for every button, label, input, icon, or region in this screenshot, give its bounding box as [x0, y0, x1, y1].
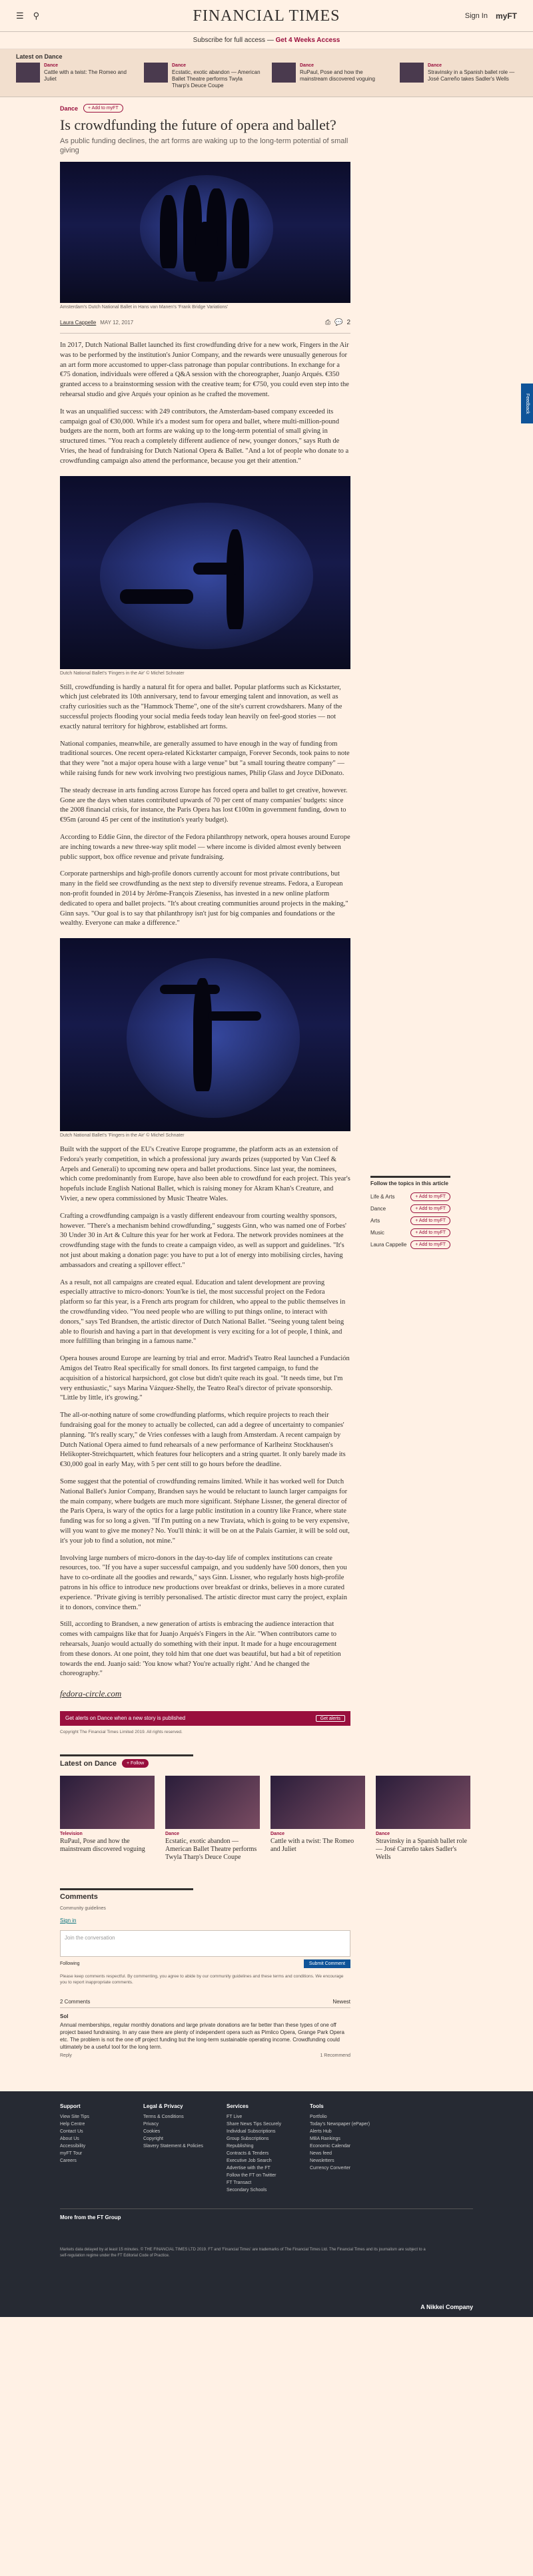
ft-group-link[interactable]: More from the FT Group: [60, 2208, 473, 2220]
footer-link[interactable]: Cookies: [143, 2129, 161, 2135]
comment-policy: Please keep comments respectful. By commenting, you agree to abide by our community guidelines and these terms and conditions. We encourage you to report inappropriate comments.: [60, 1974, 344, 1985]
footer-link[interactable]: MBA Rankings: [310, 2137, 340, 2142]
follow-button[interactable]: + Follow: [122, 1759, 149, 1768]
reply-button[interactable]: Reply: [60, 2053, 72, 2059]
footer-column-title: Legal & Privacy: [143, 2103, 183, 2110]
footer-link[interactable]: Follow the FT on Twitter: [227, 2173, 276, 2179]
comment-text: Annual memberships, regular monthly donations and large private donations are far better than these types of one off project based fundraising. In any case there are plenty of independent opera such as Pimlico Opera, Grange Park Opera etc. The problem is not the one off project funding but the long-term sustainable operating income. Crowdfunding could ultimately be a useful tool for the long term.: [60, 2022, 344, 2051]
site-footer: [0, 2091, 533, 2317]
print-icon[interactable]: ⎙: [324, 319, 330, 326]
comment: [60, 2013, 350, 2058]
feedback-tab[interactable]: Feedback: [521, 384, 533, 423]
article-paragraph: Still, crowdfunding is hardly a natural fit for opera and ballet. Popular platforms such as Kickstarter, which just celebrated its 10th anniversary, tend to favour emerging talent and innovation, as well as crafty curiosities such as the "Hammock Theme", one of the site's current crowdsharers. Many of the successful projects flooding your social media feeds today lean heavily on feel-good stories — not exactly natural territory for highbrow, established art forms.: [60, 683, 342, 730]
footer-link[interactable]: Contact Us: [60, 2129, 83, 2135]
footer-link[interactable]: Group Subscriptions: [227, 2137, 269, 2142]
comment-count-label: 2 Comments: [60, 1999, 91, 2005]
topic-add-button[interactable]: + Add to myFT: [410, 1192, 450, 1201]
promo-price[interactable]: Get 4 Weeks Access: [275, 37, 340, 44]
topic-cards: [60, 1776, 473, 1862]
latest-strip-items: [16, 63, 517, 89]
footer-link[interactable]: About Us: [60, 2137, 79, 2142]
get-alerts-button[interactable]: Get alerts: [316, 1715, 345, 1722]
latest-strip-label: Latest on Dance: [16, 53, 63, 60]
footer-link[interactable]: Share News Tips Securely: [227, 2122, 282, 2127]
recommend-button[interactable]: 1 Recommend: [320, 2053, 350, 2059]
article-paragraph: National companies, meanwhile, are generally assumed to have enough in the way of funding from traditional sources. One recent opera-related Kickstarter campaign, Forever Seconds, took pains to note that they were "not a major opera house with a large venue" but "a small touring theatre company" — while raising funds for new work involving two prestigious names, Philip Glass and Joyce DiDonato.: [60, 740, 350, 777]
latest-item[interactable]: [272, 63, 389, 89]
footer-column-title: Support: [60, 2103, 81, 2110]
latest-title[interactable]: Ecstatic, exotic abandon — American Ballet Theatre performs Twyla Tharp's Deuce Coupe: [172, 69, 261, 89]
comment-tools: [60, 1959, 350, 1968]
footer-legal: Markets data delayed by at least 15 minutes. © THE FINANCIAL TIMES LTD 2019. FT and 'Financial Times' are trademarks of The Financial Times Ltd. The Financial Times and its journalism are subject to a self-regulation regime under the FT Editorial Code of Practice.: [60, 2248, 426, 2258]
latest-item[interactable]: [144, 63, 261, 89]
footer-link[interactable]: Slavery Statement & Policies: [143, 2144, 203, 2149]
alert-bar: [60, 1711, 350, 1726]
footer-link[interactable]: Help Centre: [60, 2122, 85, 2127]
latest-item[interactable]: [16, 63, 133, 89]
footer-link[interactable]: Secondary Schools: [227, 2188, 267, 2193]
footer-link[interactable]: Alerts Hub: [310, 2129, 332, 2135]
myft-link[interactable]: myFT: [495, 11, 517, 21]
comment-actions: [60, 2053, 350, 2058]
topic-card-image: [270, 1776, 365, 1829]
lead-image-caption: Amsterdam's Dutch National Ballet in Hans van Manen's 'Frank Bridge Variations': [60, 305, 229, 310]
footer-link[interactable]: Portfolio: [310, 2115, 327, 2120]
comment-sort-row: [60, 1999, 350, 2008]
footer-link[interactable]: Copyright: [143, 2137, 163, 2142]
alert-text: Get alerts on Dance when a new story is published: [65, 1715, 186, 1722]
latest-title[interactable]: Stravinsky in a Spanish ballet role — José Carreño takes Sadler's Wells: [428, 69, 515, 82]
footer-link[interactable]: Currency Converter: [310, 2166, 351, 2171]
latest-title[interactable]: RuPaul, Pose and how the mainstream discovered voguing: [300, 69, 375, 82]
topic-card[interactable]: [165, 1776, 260, 1862]
latest-on-topic: [0, 1734, 533, 1862]
latest-title[interactable]: Cattle with a twist: The Romeo and Juliet: [44, 69, 127, 82]
search-icon[interactable]: ⚲: [33, 11, 40, 21]
submit-comment-button[interactable]: Submit Comment: [304, 1959, 350, 1968]
latest-thumb: [144, 63, 168, 83]
comment-user[interactable]: Sol: [60, 2013, 69, 2020]
footer-link[interactable]: News feed: [310, 2151, 332, 2157]
article-paragraph: The all-or-nothing nature of some crowdfunding platforms, which require projects to reach their fundraising goal for the money to actually be collected, can add a degree of uncertainty to companies' planning. "It's really scary," de Vries confesses with a laugh from Amsterdam. A recent campaign by Dutch National Opera aimed to fund rehearsals of a new performance of Karlheinz Stockhausen's Helikopter-Streichquartett, which features four helicopters and a string quartet. It only barely made its €30,000 goal in early May, with 5 per cent still to go hours before the deadline.: [60, 1412, 346, 1469]
sign-in-link[interactable]: Sign in: [60, 1918, 77, 1924]
publish-date: MAY 12, 2017: [100, 320, 134, 326]
inline-image-2: [60, 938, 350, 1131]
topic-card-title[interactable]: Cattle with a twist: The Romeo and Juliet: [270, 1838, 354, 1854]
lead-image: [60, 162, 350, 303]
topic-card[interactable]: [376, 1776, 470, 1862]
byline-tools: [325, 319, 350, 326]
footer-column: [227, 2103, 296, 2194]
latest-tag: Dance: [300, 63, 314, 68]
latest-thumb: [16, 63, 40, 83]
latest-tag: Dance: [428, 63, 442, 68]
article-paragraph: The steady decrease in arts funding across Europe has forced opera and ballet to get creative, however. Gone are the days when states contributed upwards of 70 per cent of many companies' budgets: since the 2008 financial crisis, for instance, the Paris Opera has lost €100m in government funding, down to €95m (around 45 per cent of the institution's yearly budget).: [60, 786, 348, 824]
latest-item[interactable]: [400, 63, 517, 89]
footer-link[interactable]: Individual Subscriptions: [227, 2129, 276, 2135]
community-guidelines-link[interactable]: Community guidelines: [60, 1906, 106, 1912]
topic-card[interactable]: [270, 1776, 365, 1862]
topic-row: [370, 1238, 450, 1250]
comments-heading: Comments: [60, 1888, 193, 1901]
footer-column-title: Tools: [310, 2103, 324, 2110]
topic-row: [370, 1226, 450, 1238]
topic-row: [370, 1190, 450, 1202]
article: [0, 97, 533, 1734]
article-paragraph: As a result, not all campaigns are created equal. Education and talent development are proving especially attractive to micro-donors: Youn'ke is tiel, the most successful project on the Fedora platform so far this year, is a French arts program for children, who appeal to the public themselves in the crowdfunding video. "You need people who are willing to put things online, to interact with donors," says Ted Brandsen, the artistic director of Dutch National Ballet. "Seeing young talent being able to flourish and having a part in that development is very exciting for a lot of people, I think, and more fulfilling than bringing in a famous name.": [60, 1278, 346, 1346]
article-paragraph: It was an unqualified success: with 249 contributors, the Amsterdam-based company exceeded its campaign goal of €30,000. While it's a modest sum for opera and ballet, where multi-million-pound budgets are the norm, both art forms are waking up to the long-term potential of small giving in structured times. "You reach a completely different audience of new, younger donors," says Ruth de Vries, the head of fundraising for Dutch National Opera & Ballet. "And a lot of people who donate to a crowdfunding campaign also attend the performance, because you get their attention.": [60, 407, 349, 465]
topic-name[interactable]: Dance: [370, 1205, 386, 1212]
footer-link[interactable]: Executive Job Search: [227, 2159, 272, 2164]
topics-heading: Follow the topics in this article: [370, 1176, 450, 1186]
latest-thumb: [400, 63, 424, 83]
topics-sidebar: [370, 1176, 450, 1250]
topic-card-image: [165, 1776, 260, 1829]
topic-card-title[interactable]: Stravinsky in a Spanish ballet role — José Carreño takes Sadler's Wells: [376, 1838, 467, 1862]
footer-link[interactable]: FT Transact: [227, 2181, 252, 2186]
topic-card-tag[interactable]: Dance: [376, 1832, 390, 1837]
author-link[interactable]: Laura Cappelle: [60, 320, 97, 326]
latest-tag: Dance: [44, 63, 59, 68]
topic-row: [370, 1214, 450, 1226]
footer-link[interactable]: Newsletters: [310, 2159, 334, 2164]
topic-add-button[interactable]: + Add to myFT: [410, 1240, 450, 1249]
topic-card-title[interactable]: Ecstatic, exotic abandon — American Ballet Theatre performs Twyla Tharp's Deuce Coupe: [165, 1838, 257, 1862]
footer-link[interactable]: myFT Tour: [60, 2151, 83, 2157]
latest-topic-heading: [60, 1754, 193, 1768]
article-paragraph: Still, according to Brandsen, a new generation of artists is embracing the audience interaction that comes with campaigns like that for Juanjo Arqués's Fingers in the Air. "When contributors came to rehearsals, Juanjo would actually do something with their input. It made for a huge encouragement from these donors. At one point, they told him that one duet was beautiful, but had a bit of repetition towards the end. Juanjo said: 'You know what? You're actually right.' And he changed the choreography.": [60, 1621, 341, 1678]
article-paragraph: Built with the support of the EU's Creative Europe programme, the platform acts as an extension of Fedora's yearly competition, in which a professional jury awards prizes (supported by Van Cleef & Arpels and Generali) to upcoming new opera and ballet productions. Since last year, the nominees, which come predominantly from Europe, have also been able to crowdfund for each project. This year's hopefuls include English National Ballet, which is raising money for Akram Khan's Creature, and Vivier, a new opera commissioned by Music Theatre Wales.: [60, 1146, 350, 1203]
footer-column: [143, 2103, 213, 2194]
comments-section: [60, 1888, 350, 2058]
sort-select[interactable]: Newest: [332, 1999, 350, 2005]
article-paragraph: Corporate partnerships and high-profile donors currently account for most private contributions, but many in the field see crowdfunding as the next step to diversify revenue streams. Fedora, a European non-profit founded in 2014 by Jérôme-François Zieseniss, has invested in a new online platform dedicated to opera and ballet projects. "It's about creating communities around projects in the making," Ginn says. "Our goal is to say that philanthropy isn't just for big companies and foundations or the wealthy. Everyone can make a difference.": [60, 870, 348, 927]
footer-link[interactable]: Today's Newspaper (ePaper): [310, 2122, 370, 2127]
footer-link[interactable]: Economic Calendar: [310, 2144, 351, 2149]
article-content: [60, 97, 350, 1734]
article-title: Is crowdfunding the future of opera and ballet?: [60, 117, 336, 133]
topic-card-title[interactable]: RuPaul, Pose and how the mainstream discovered voguing: [60, 1838, 145, 1854]
topic-card[interactable]: [60, 1776, 155, 1862]
fedora-link[interactable]: fedora-circle.com: [60, 1688, 122, 1699]
account-link[interactable]: Sign In: [464, 12, 488, 20]
topic-name[interactable]: Laura Cappelle: [370, 1241, 407, 1248]
topic-card-image: [376, 1776, 470, 1829]
article-paragraph: Opera houses around Europe are learning by trial and error. Madrid's Teatro Real launched a Fundación Amigos del Teatro Real specifically for small donors. Its first targeted campaign, to fund the acquisition of a historical harpsichord, got close but didn't quite reach its goal. "It needs time, but I'm very enthusiastic," says Marina Vázquez-Shelly, the Teatro Real's director of private sponsorship. "Little by little, it's growing.": [60, 1355, 350, 1402]
header-right: [465, 11, 517, 21]
comment-count[interactable]: 2: [346, 319, 350, 326]
topic-name[interactable]: Life & Arts: [370, 1193, 395, 1200]
article-paragraph: According to Eddie Ginn, the director of the Fedora philanthropy network, opera houses around Europe are inching towards a new three-way split model — where income is divided almost evenly between public support, box office revenue and private fundraising.: [60, 833, 350, 861]
footer-link[interactable]: Terms & Conditions: [143, 2115, 184, 2120]
footer-link[interactable]: Accessibility: [60, 2144, 86, 2149]
nikkei-brand: A Nikkei Company: [420, 2304, 473, 2311]
menu-icon[interactable]: ☰: [16, 11, 24, 21]
article-paragraph: Crafting a crowdfunding campaign is a vastly different endeavour from courting wealthy sponsors, however. "There's a mechanism behind crowdfunding," suggests Ginn, who was named one of Forbes' 30 Under 30 in Art & Culture this year for her work at Fedora. The network provides nominees at the crowdfunding stage with the funds to create a campaign video, as well as support and guidelines. "It's not just about making a donation page: you have to put a lot of energy into mobilising circles, having ambassadors and creating a spillover effect.": [60, 1212, 346, 1269]
footer-link[interactable]: Contracts & Tenders: [227, 2151, 269, 2157]
topic-add-button[interactable]: + Add to myFT: [410, 1228, 450, 1237]
kicker-row: [60, 97, 350, 113]
topic-add-button[interactable]: + Add to myFT: [410, 1216, 450, 1225]
article-standfirst: As public funding declines, the art forms are waking up to the long-term potential of small giving: [60, 137, 348, 154]
site-header: [0, 0, 533, 32]
comment-icon[interactable]: 💬: [334, 319, 343, 326]
inline-image-2-caption: Dutch National Ballet's 'Fingers in the Air' © Michel Schnater: [60, 1133, 185, 1139]
topic-name[interactable]: Music: [370, 1229, 384, 1236]
latest-strip: [0, 49, 533, 97]
topic-card-tag[interactable]: Television: [60, 1832, 83, 1837]
footer-column-title: Services: [227, 2103, 249, 2110]
comment-input[interactable]: Join the conversation: [60, 1930, 350, 1957]
article-paragraph: In 2017, Dutch National Ballet launched its first crowdfunding drive for a new work, Fingers in the Air was to be performed by the institution's Junior Company, and the rewards were unusually generous for an art form more accustomed to upper-class patronage than popular contributions. In exchange for a €75 donation, individuals were offered a Q&A session with the choreographer, Juanjo Arqués. €350 granted access to a brainstorming session with the creative team; for €750, you could even step into the rehearsal studio and give Arqués your opinion as he crafted the movement.: [60, 342, 349, 398]
article-paragraph: Involving large numbers of micro-donors in the day-to-day life of complex institutions can create resources, too. "If you have a super successful campaign, and you suddenly have 500 donors, then you have to co-ordinate all the goodies and rewards," says Ginn. Lissner, who regularly hosts high-profile patrons in his office to introduce new productions over breakfast or drinks, believes in a more curated experience. "Private giving is terribly personalised. The artistic director must carry the project, explain it to donors, convince them.": [60, 1554, 347, 1611]
latest-thumb: [272, 63, 296, 83]
inline-image-1-caption: Dutch National Ballet's 'Fingers in the Air' © Michel Schnater: [60, 670, 185, 676]
topic-add-button[interactable]: + Add to myFT: [410, 1204, 450, 1213]
add-to-myft-button[interactable]: + Add to myFT: [83, 104, 123, 113]
footer-link[interactable]: Republishing: [227, 2144, 254, 2149]
footer-link[interactable]: Privacy: [143, 2122, 159, 2127]
article-kicker[interactable]: Dance: [60, 105, 79, 112]
footer-column: [60, 2103, 130, 2194]
masthead-logo[interactable]: FINANCIAL TIMES: [193, 7, 340, 25]
inline-image-1: [60, 476, 350, 669]
topic-name[interactable]: Arts: [370, 1217, 380, 1224]
promo-text: Subscribe for full access: [193, 37, 266, 44]
article-paragraph: Some suggest that the potential of crowdfunding remains limited. While it has worked well for Dutch National Ballet's Junior Company, Brandsen says he would be reluctant to launch larger campaigns for the main company, where budgets are much more significant. Stéphane Lissner, the general director of the Paris Opera, is wary of the optics for a large public institution in a country like France, where state funding was for so long a given. "If I'm putting on a new Traviata, which is going to be very expensive, will you want to give me money? No. You'll think: it will be on at the Palais Garnier, it will be sold out, it's your job to find a solution, not mine.": [60, 1478, 350, 1545]
byline: [60, 319, 350, 334]
latest-topic-title: Latest on Dance: [60, 1759, 117, 1768]
topic-card-tag[interactable]: Dance: [165, 1832, 180, 1837]
footer-column: [310, 2103, 380, 2194]
footer-link[interactable]: FT Live: [227, 2115, 243, 2120]
latest-tag: Dance: [172, 63, 187, 68]
following-toggle[interactable]: Following: [60, 1961, 80, 1967]
subscribe-promo[interactable]: Subscribe for full access — Get 4 Weeks Access: [0, 32, 533, 49]
article-copyright: Copyright The Financial Times Limited 2019. All rights reserved.: [60, 1730, 183, 1735]
footer-link[interactable]: Advertise with the FT: [227, 2166, 270, 2171]
footer-link[interactable]: View Site Tips: [60, 2115, 89, 2120]
topic-card-image: [60, 1776, 155, 1829]
topic-row: [370, 1202, 450, 1214]
footer-link[interactable]: Careers: [60, 2159, 77, 2164]
footer-columns: [60, 2103, 473, 2194]
topic-card-tag[interactable]: Dance: [270, 1832, 285, 1837]
